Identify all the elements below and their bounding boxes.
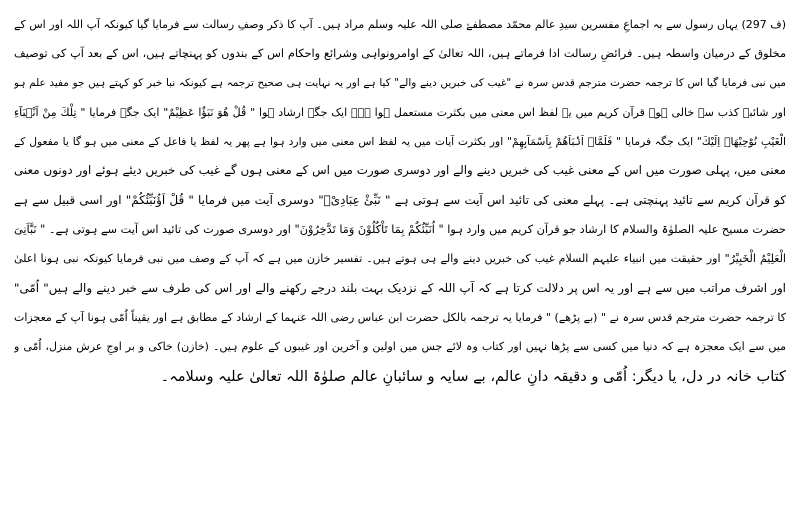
text-line-12: میں سے ایک معجزہ ہے کہ دنیا میں کسی سے پڑھا نہیں اور کتاب وہ لائے جس میں اولین و آخرین اور غیبوں کے علوم ہیں۔ (خازن) خاکی و بر اوجِ عرش منزل، اُمّی و bbox=[14, 340, 786, 354]
text-line-11: کا ترجمہ حضرت مترجم قدس سرہ نے " (بے پڑھے) " فرمایا یہ ترجمہ بالکل حضرت ابن عباس رضی اللہ عنہما کے ارشاد کے مطابق ہے اور یقیناً اُمّی ہونا آپ کے معجزات bbox=[14, 310, 786, 324]
text-line-2: مخلوق کے درمیان واسطہ ہیں۔ فرائضِ رسالت ادا فرماتے ہیں، اللہ تعالیٰ کے اوامرونواہی وشرائع واحکام اس کے بندوں کو پہنچاتے ہیں، اس کے بعد آپ کی توصیف bbox=[14, 47, 786, 61]
text-line-1: (ف 297) یہاں رسول سے بہ اجماعِ مفسرین سیدِ عالم محمّد مصطفےٰ صلی اللہ علیہ وسلم مراد ہیں۔ آپ کا ذکر وصفِ رسالت سے فرمایا گیا کیونکہ آپ اللہ اور اس کے bbox=[14, 18, 786, 31]
text-line-8: حضرت مسیح علیہ الصلوٰۃ والسلام کا ارشاد جو قرآن کریم میں وارد ہوا " اُنَبِّئُكُمْ بِمَا تَاْكُلُوْنَ وَمَا تَدَّخِرُوْنَ" اور دوسری صورت کی تائید اس آیت سے ہوتی ہے۔ " نَبَّاَنِیَ bbox=[14, 223, 786, 237]
text-line-4: اور شائبۂ کذب سے خالی ہو۔ قرآن کریم میں یہ لفظ اس معنی میں بکثرت مستعمل ہوا ہے۔ ایک جگہ ارشاد ہوا " قُلْ هُوَ نَبَؤٌا عَظِیْمٌ" ایک جگہ فرمایا " تِلْكَ مِنْ اَنْۢبَآءِ bbox=[14, 105, 786, 119]
text-line-13: کتاب خانہ در دل، یا دیگر: اُمّی و دقیقہ دانِ عالم، بے سایہ و سائبانِ عالم صلوٰۃ اللہ تعالیٰ علیہ وسلامہ۔ bbox=[160, 367, 786, 385]
text-line-7: کو قرآن کریم سے تائید پہنچتی ہے۔ پہلے معنی کی تائید اس آیت سے ہوتی ہے " نَبِّئْ عِبَادِیْۤ" دوسری آیت میں فرمایا " قُلْ اَؤُنَبِّئُكُمْ" اور اسی قبیل سے ہے bbox=[14, 192, 786, 207]
text-line-5: الْغَیْبِ نُوْحِیْهَاۤ اِلَیْكَ" ایک جگہ فرمایا " فَلَمَّاۤ اَنْۢبَاَهُمْ بِاَسْمَآىٕهِمْ" اور بکثرت آیات میں یہ لفظ اس معنی میں وارد ہوا ہے پھر یہ لفظ یا فاعل کے معنی میں ہو گا یا مفعول کے bbox=[14, 135, 786, 149]
text-line-3: میں نبی فرمایا گیا اس کا ترجمہ حضرت مترجم قدس سرہ نے "غیب کی خبریں دینے والے" کیا ہے اور یہ نہایت ہی صحیح ترجمہ ہے کیونکہ نبا خبر کو کہتے ہیں جو مفید علم ہو bbox=[14, 76, 786, 89]
text-line-10: اور اشرف مراتب میں سے ہے اور یہ اس پر دلالت کرتا ہے کہ آپ اللہ کے نزدیک بہت بلند درجے رکھنے والے اور اس کی طرف سے خبر دینے والے ہیں" اُمّی" bbox=[14, 280, 786, 295]
text-line-9: الْعَلِیْمُ الْخَبِیْرُ" اور حقیقت میں انبیاء علیہم السلام غیب کی خبریں دینے والے ہی ہوتے ہیں۔ تفسیر خازن میں ہے کہ آپ کے وصف میں نبی فرمایا کیونکہ نبی ہونا اعلیٰ bbox=[14, 252, 786, 266]
text-line-6: معنی میں، پہلی صورت میں اس کے معنی غیب کی خبریں دینے والے اور دوسری صورت میں اس کے معنی ہوں گے غیب کی خبریں دیئے ہوئے اور دونوں معنی bbox=[14, 163, 786, 178]
